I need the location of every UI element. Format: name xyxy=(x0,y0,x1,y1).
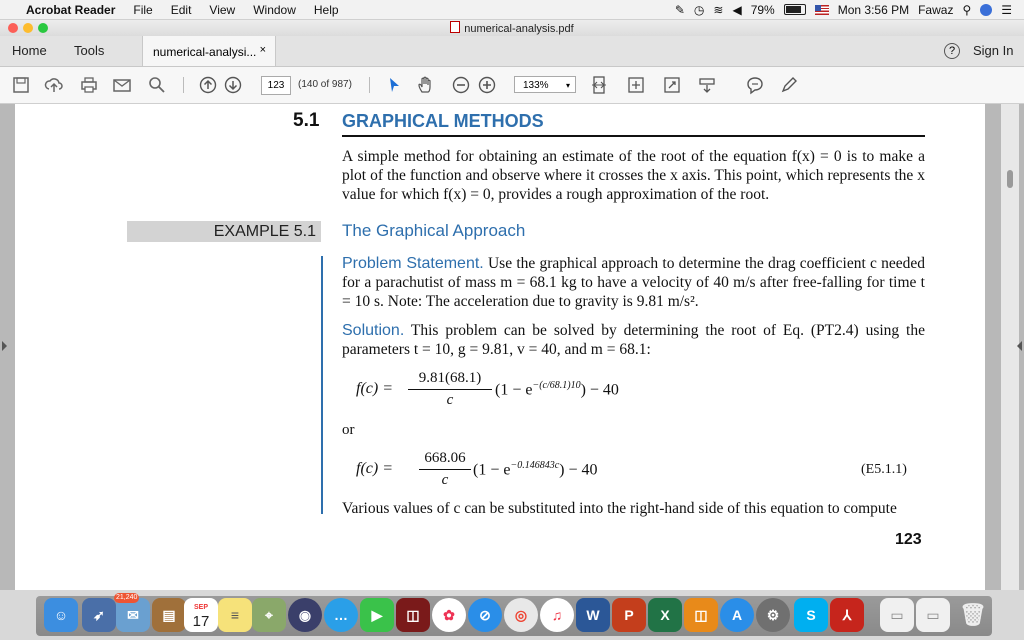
upload-icon[interactable] xyxy=(44,75,64,95)
menu-bar xyxy=(0,0,1024,20)
eq2-fraction xyxy=(419,450,471,489)
launchpad-icon[interactable]: ➶ xyxy=(82,598,116,632)
chevron-down-icon: ▾ xyxy=(565,81,570,90)
scroll-thumb[interactable] xyxy=(1007,170,1013,188)
title-bar xyxy=(0,20,1024,36)
tab-close-button[interactable]: × xyxy=(259,44,266,56)
eq1-body xyxy=(495,380,619,399)
maps-icon[interactable]: ⌖ xyxy=(252,598,286,632)
eq2-tail: ) − 40 xyxy=(559,461,598,479)
menu-window[interactable]: Window xyxy=(253,2,296,17)
next-page-icon[interactable] xyxy=(223,75,243,95)
document-viewer[interactable] xyxy=(0,104,1024,590)
acrobat-reader-icon[interactable]: ⅄ xyxy=(830,598,864,632)
solution-label: Solution. xyxy=(342,322,405,339)
mail-badge: 21,240 xyxy=(116,594,138,601)
page-number: 123 xyxy=(895,531,922,548)
search-icon[interactable] xyxy=(147,75,167,95)
notes-icon[interactable]: ≡ xyxy=(218,598,252,632)
full-screen-icon[interactable] xyxy=(662,75,682,95)
menu-edit[interactable]: Edit xyxy=(170,2,192,17)
window-title: numerical-analysis.pdf xyxy=(464,23,574,35)
eq2-tag: (E5.1.1) xyxy=(861,462,907,477)
eq1-numerator: 9.81(68.1) xyxy=(418,370,482,386)
save-icon[interactable] xyxy=(11,75,31,95)
menu-file[interactable]: File xyxy=(133,2,153,17)
sign-in-button[interactable]: Sign In xyxy=(973,43,1014,58)
problem-text: Use the graphical approach to determine the drag coefficient c needed for a parachutist of mass m = 68.1 kg to have a velocity of 40 m/s after free-falling for time t = 10 s. Note: The acceleration due to gravity is 9.81 m/s². xyxy=(342,255,925,310)
help-icon[interactable]: ? xyxy=(944,43,960,59)
collapse-left-panel-icon[interactable] xyxy=(2,341,7,351)
time-machine-icon[interactable]: ◷ xyxy=(693,2,705,17)
messages-icon[interactable]: … xyxy=(324,598,358,632)
battery-percent[interactable]: 79% xyxy=(750,2,775,17)
chrome-icon[interactable]: ◎ xyxy=(504,598,538,632)
eq1-lhs: f(c) = xyxy=(356,380,393,397)
tab-document[interactable] xyxy=(142,36,276,66)
volume-icon[interactable]: ◀ xyxy=(732,2,742,17)
email-icon[interactable] xyxy=(112,75,132,95)
eq1-denominator: c xyxy=(446,392,454,408)
tab-bar xyxy=(0,36,1024,67)
siri-icon[interactable] xyxy=(980,4,992,16)
facetime-icon[interactable]: ▶ xyxy=(360,598,394,632)
eq2-lhs: f(c) = xyxy=(356,460,393,477)
calendar-icon[interactable] xyxy=(184,598,218,632)
section-number: 5.1 xyxy=(293,110,320,131)
app-menu[interactable]: Acrobat Reader xyxy=(26,2,116,17)
problem-paragraph xyxy=(342,254,925,311)
siri-app-icon[interactable]: ◉ xyxy=(288,598,322,632)
previous-page-icon[interactable] xyxy=(198,75,218,95)
photos-icon[interactable]: ✿ xyxy=(432,598,466,632)
solution-paragraph xyxy=(342,321,925,359)
menu-help[interactable]: Help xyxy=(313,2,339,17)
contacts-icon[interactable]: ▤ xyxy=(152,598,186,632)
problem-label: Problem Statement. xyxy=(342,255,484,272)
page-number-input[interactable]: 123 xyxy=(261,76,291,95)
intro-paragraph: A simple method for obtaining an estimate of the root of the equation f(x) = 0 is to make a plot of the function and observe where it crosses the x axis. This point, which represents the x value for which f(x) = 0, provides a rough approximation of the root. xyxy=(342,148,925,203)
music-icon[interactable]: ♫ xyxy=(540,598,574,632)
tab-tools[interactable]: Tools xyxy=(74,43,105,58)
pdf-file-icon xyxy=(450,21,460,33)
battery-icon[interactable] xyxy=(784,4,806,15)
zoom-select[interactable] xyxy=(514,76,576,93)
input-source-icon[interactable] xyxy=(815,5,829,15)
finder-icon[interactable]: ☺ xyxy=(44,598,78,632)
notification-center-icon[interactable]: ☰ xyxy=(1001,2,1012,17)
powerpoint-icon[interactable]: P xyxy=(612,598,646,632)
script-icon[interactable]: ✎ xyxy=(674,2,685,17)
eq1-fraction-bar xyxy=(408,389,492,390)
eq1-fraction xyxy=(408,370,492,409)
safari-icon[interactable]: ⊘ xyxy=(468,598,502,632)
photo-booth-icon[interactable]: ◫ xyxy=(396,598,430,632)
documents-stack-icon[interactable]: ▭ xyxy=(916,598,950,632)
scroll-mode-icon[interactable] xyxy=(697,75,717,95)
fit-page-icon[interactable] xyxy=(589,75,609,95)
books-icon[interactable]: ◫ xyxy=(684,598,718,632)
system-preferences-icon[interactable]: ⚙ xyxy=(756,598,790,632)
menu-view[interactable]: View xyxy=(209,2,236,17)
spotlight-icon[interactable]: ⚲ xyxy=(962,2,972,17)
tab-home[interactable]: Home xyxy=(12,43,47,58)
user-name[interactable]: Fawaz xyxy=(918,2,954,17)
print-icon[interactable] xyxy=(79,75,99,95)
eq1-tail: ) − 40 xyxy=(580,381,619,399)
calendar-day: 17 xyxy=(192,613,210,630)
toolbar xyxy=(0,67,1024,104)
wifi-icon[interactable]: ≋ xyxy=(713,2,724,17)
tab-document-label: numerical-analysi... xyxy=(153,45,257,59)
eq2-body xyxy=(473,460,598,479)
section-rule xyxy=(342,135,925,137)
page-count: (140 of 987) xyxy=(298,79,352,90)
fit-width-icon[interactable] xyxy=(626,75,646,95)
eq1-exponent: −(c/68.1)10 xyxy=(532,380,581,391)
eq2-paren: (1 − e xyxy=(473,461,511,479)
zoom-in-icon[interactable] xyxy=(477,75,497,95)
zoom-out-icon[interactable] xyxy=(451,75,471,95)
downloads-stack-icon[interactable]: ▭ xyxy=(880,598,914,632)
dock xyxy=(0,590,1024,640)
example-title: The Graphical Approach xyxy=(342,221,526,240)
select-cursor-icon[interactable] xyxy=(384,75,404,95)
pdf-page xyxy=(15,104,985,590)
eq1-paren: (1 − e xyxy=(495,381,533,399)
highlight-pen-icon[interactable] xyxy=(779,75,799,95)
hand-tool-icon[interactable] xyxy=(416,75,436,95)
example-divider xyxy=(321,221,323,242)
mail-icon[interactable]: ✉ 21,240 xyxy=(116,598,150,632)
word-icon[interactable]: W xyxy=(576,598,610,632)
calendar-month: SEP xyxy=(193,604,208,611)
zoom-value: 133% xyxy=(523,80,549,91)
closing-paragraph: Various values of c can be substituted into the right-hand side of this equation to compute xyxy=(342,500,897,517)
eq2-denominator: c xyxy=(441,472,449,488)
eq2-exponent: −0.146843c xyxy=(510,460,560,471)
skype-icon[interactable]: S xyxy=(794,598,828,632)
toolbar-divider xyxy=(369,77,370,93)
app-store-icon[interactable]: A xyxy=(720,598,754,632)
expand-right-panel-icon[interactable] xyxy=(1017,341,1022,351)
section-title: GRAPHICAL METHODS xyxy=(342,111,544,131)
example-side-rule xyxy=(321,256,323,514)
comment-icon[interactable] xyxy=(745,75,765,95)
trash-icon[interactable]: 🗑 xyxy=(959,602,987,627)
excel-icon[interactable]: X xyxy=(648,598,682,632)
eq2-fraction-bar xyxy=(419,469,471,470)
or-text: or xyxy=(342,422,355,438)
toolbar-divider xyxy=(183,77,184,93)
example-label: EXAMPLE 5.1 xyxy=(127,221,321,242)
clock[interactable]: Mon 3:56 PM xyxy=(837,2,910,17)
eq2-numerator: 668.06 xyxy=(424,450,466,466)
solution-text: This problem can be solved by determining the root of Eq. (PT2.4) using the parameters t = 10, g = 9.81, v = 40, and m = 68.1: xyxy=(342,322,925,358)
